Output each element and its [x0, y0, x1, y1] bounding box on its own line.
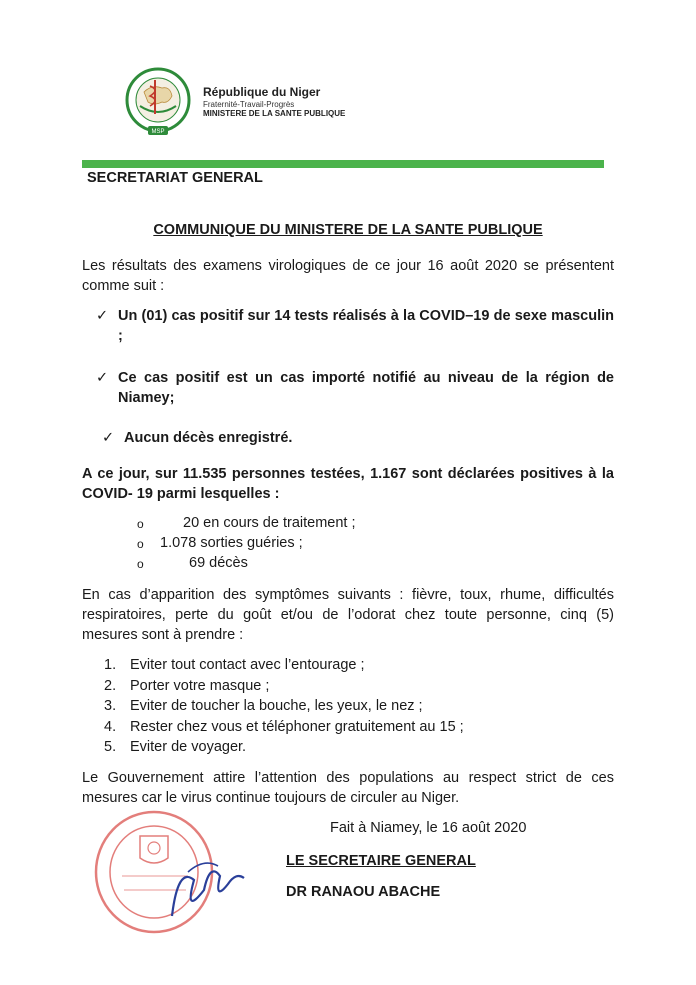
- list-item: 3. Eviter de toucher la bouche, les yeux, le nez ;: [104, 698, 423, 714]
- symptoms-paragraph: En cas d’apparition des symptômes suivants : fièvre, toux, rhume, difficultés respiratoires, perte du goût et/ou de l’odorat chez toute personne, cinq (5) mesures sont à prendre :: [82, 587, 614, 643]
- finding-text: Aucun décès enregistré.: [124, 430, 293, 446]
- header-divider: [82, 160, 604, 168]
- breakdown-text: 69 décès: [189, 555, 248, 571]
- measures-list: [104, 655, 464, 758]
- communique-title: COMMUNIQUE DU MINISTERE DE LA SANTE PUBLIQUE: [153, 222, 543, 238]
- breakdown-text: 1.078 sorties guéries ;: [160, 535, 303, 551]
- ministry-name: MINISTERE DE LA SANTE PUBLIQUE: [203, 108, 346, 118]
- logo-badge-text: MSP: [151, 129, 165, 135]
- circle-bullet-icon: o: [137, 557, 144, 571]
- circle-bullet-icon: o: [137, 537, 144, 551]
- official-stamp: [92, 806, 254, 936]
- letterhead: [203, 86, 345, 118]
- ministry-logo: [122, 66, 194, 138]
- country-name: République du Niger: [203, 85, 321, 99]
- list-item: 2. Porter votre masque ;: [104, 677, 270, 694]
- circle-bullet-icon: o: [137, 517, 144, 531]
- check-icon: ✓: [96, 308, 109, 324]
- finding-text: Un (01) cas positif sur 14 tests réalisés à la COVID–19 de sexe masculin ;: [118, 308, 614, 344]
- intro-paragraph: Les résultats des examens virologiques de ce jour 16 août 2020 se présentent comme suit :: [82, 258, 614, 294]
- finding-item: [96, 306, 614, 346]
- department-label: SECRETARIAT GENERAL: [87, 170, 263, 186]
- check-icon: ✓: [96, 370, 109, 386]
- breakdown-text: 20 en cours de traitement ;: [183, 515, 356, 531]
- national-motto: Fraternité-Travail-Progrès: [203, 99, 295, 109]
- closing-paragraph: Le Gouvernement attire l’attention des populations au respect strict de ces mesures car le virus continue toujours de circuler au Niger.: [82, 770, 614, 806]
- cumulative-paragraph: A ce jour, sur 11.535 personnes testées, 1.167 sont déclarées positives à la COVID- 19 parmi lesquelles :: [82, 466, 614, 502]
- list-item: 4. Rester chez vous et téléphoner gratuitement au 15 ;: [104, 718, 464, 735]
- list-item: 1. Eviter tout contact avec l’entourage ;: [104, 657, 365, 673]
- list-item: 5. Eviter de voyager.: [104, 739, 247, 755]
- check-icon: ✓: [102, 430, 115, 446]
- signatory-role: LE SECRETAIRE GENERAL: [286, 853, 476, 869]
- finding-text: Ce cas positif est un cas importé notifié au niveau de la région de Niamey;: [118, 370, 614, 406]
- signature-place-date: Fait à Niamey, le 16 août 2020: [330, 820, 527, 836]
- finding-item: [102, 428, 614, 448]
- signatory-name: DR RANAOU ABACHE: [286, 884, 441, 900]
- finding-item: [96, 368, 614, 408]
